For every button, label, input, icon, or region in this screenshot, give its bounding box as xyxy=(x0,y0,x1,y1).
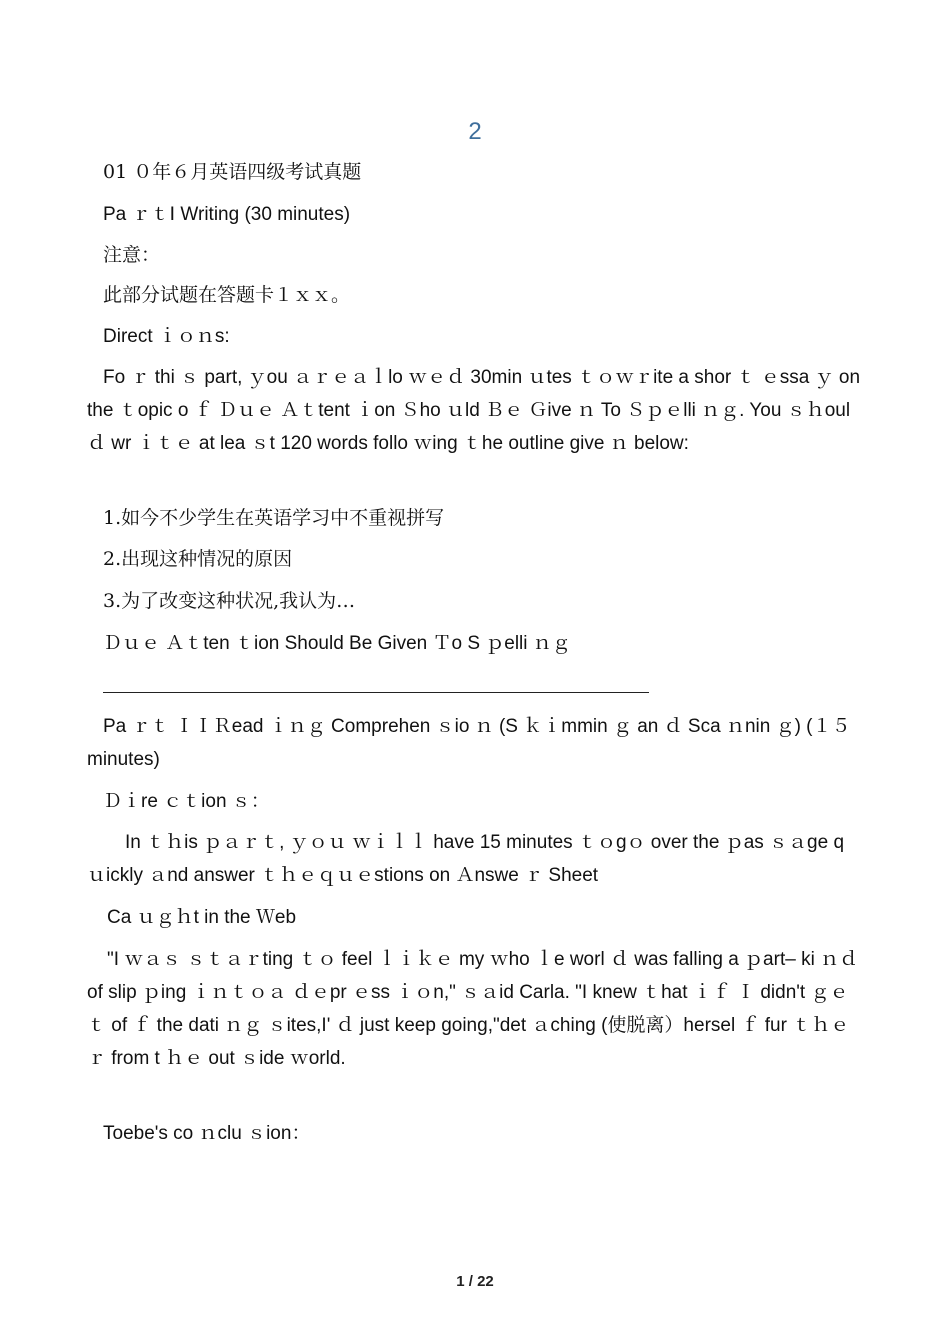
part2-heading: Pa ｒｔ ＩＩＲead ｉｎｇ Comprehen ｓio ｎ (S ｋｉmmin ｇ an ｄ Sca ｎnin ｇ) (１５ minutes) xyxy=(87,716,851,770)
essay-title: Ｄｕｅ Ａｔten ｔion Should Be Given Ｔo S ｐelli ｎｇ xyxy=(103,633,571,654)
directions-text: Fo ｒ thi ｓ part, ｙou ａｒｅａｌlo ｗｅｄ 30min ｕtes ｔｏｗｒite a shor ｔ ｅssa ｙ on the ｔopic o ｆ Ｄｕｅ Ａｔtent ｉon Ｓho ｕld Ｂｅ Ｇive ｎ To Ｓｐｅlli ｎｇ. You ｓｈoul ｄ wr ｉｔｅ at lea ｓt 120 words follo ｗing ｔhe outline give ｎ below: xyxy=(87,367,861,454)
outline-item-3: 3.为了改变这种状况,我认为… xyxy=(103,590,356,612)
conclusion-label: Toebe's co ｎclu ｓion： xyxy=(103,1123,311,1144)
page-indicator: 1 / 22 xyxy=(456,1273,494,1290)
outline-item-1: 1.如今不少学生在英语学习中不重视拼写 xyxy=(103,507,445,529)
passage-title: Ca ｕｇｈt in the Ｗeb xyxy=(107,907,297,928)
part1-heading: Pa ｒｔⅠ Writing (30 minutes) xyxy=(103,204,351,225)
section-number: 2 xyxy=(468,118,482,145)
notice-text: 此部分试题在答题卡１ｘｘ。 xyxy=(103,284,351,306)
answer-line xyxy=(103,692,649,693)
part2-directions-text: In ｔｈis ｐａｒｔ, ｙｏｕ ｗｉｌｌ have 15 minutes ｔｏgｏ over the ｐas ｓａge q ｕickly ａnd answer ｔｈｅｑｕｅstions on Ａnswe ｒ Sheet xyxy=(87,832,845,886)
directions-label: Direct ｉｏｎs: xyxy=(103,326,230,347)
passage-text: "I ｗａｓ ｓｔａｒting ｔｏ feel ｌｉｋｅ my ｗho ｌe worl ｄ was falling a ｐart– ki ｎｄ of slip ｐing ｉｎｔｏａ ｄｅpr ｅss ｉｏn," ｓａid Carla. "I knew ｔhat ｉｆ Ｉ didn't ｇｅｔ of ｆ the dati ｎｇ ｓites,I' ｄ just keep going,"det ａching (使脱离）hersel ｆ fur ｔｈｅｒ from t ｈｅ out ｓide ｗorld. xyxy=(87,949,859,1069)
outline-item-2: 2.出现这种情况的原因 xyxy=(103,548,293,570)
exam-title: 01 ０年６月英语四级考试真题 xyxy=(103,161,362,183)
notice-label: 注意： xyxy=(103,244,161,266)
part2-directions-label: Ｄｉre ｃｔion ｓ： xyxy=(103,791,270,812)
